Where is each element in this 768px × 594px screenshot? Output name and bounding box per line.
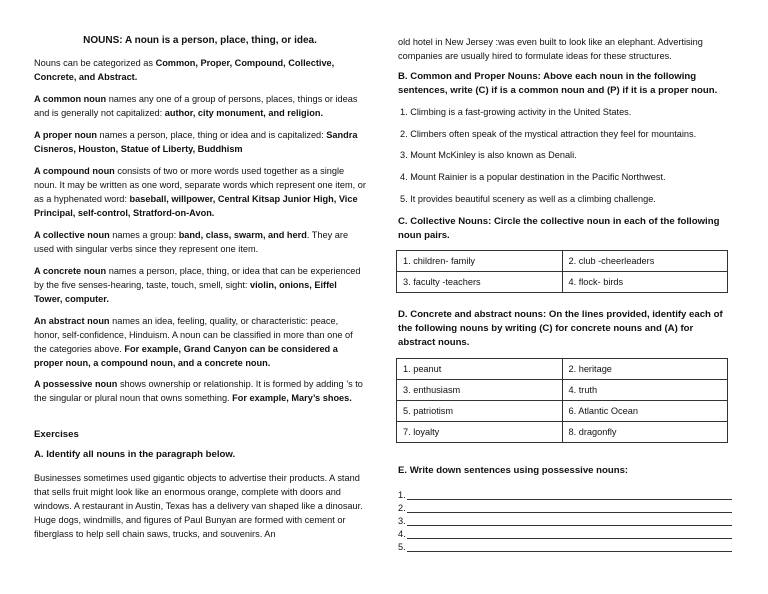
answer-line-number: 4.	[398, 529, 406, 539]
table-row	[397, 251, 728, 272]
possessive-noun-text: shows ownership or relationship. It is formed by adding ’s to the singular or plural noun that owns something.	[34, 379, 363, 403]
intro-text: Nouns can be categorized as	[34, 58, 156, 68]
proper-noun-examples: Sandra Cisneros, Houston, Statue of Liberty, Buddhism	[34, 130, 358, 154]
section-b-item: 2. Climbers often speak of the mystical attraction they feel for mountains.	[400, 129, 697, 139]
concrete-noun-definition	[34, 264, 366, 306]
compound-noun-term: A compound noun	[34, 166, 115, 176]
table-row	[397, 272, 728, 293]
table-row	[397, 401, 728, 422]
table-cell: 8. dragonfly	[562, 422, 728, 443]
answer-rule	[407, 517, 732, 526]
table-cell: 1. children- family	[397, 251, 563, 272]
compound-noun-definition	[34, 164, 366, 220]
section-d-heading: D. Concrete and abstract nouns: On the lines provided, identify each of the following nouns by writing (C) for concrete nouns and (A) for abstract nouns.	[398, 309, 723, 348]
answer-rule	[407, 530, 732, 539]
table-cell: 4. truth	[562, 380, 728, 401]
proper-noun-term: A proper noun	[34, 130, 97, 140]
collective-noun-examples: band, class, swarm, and herd	[178, 230, 307, 240]
table-row	[397, 422, 728, 443]
intro-paragraph	[34, 56, 366, 84]
table-cell: 3. enthusiasm	[397, 380, 563, 401]
table-cell: 3. faculty -teachers	[397, 272, 563, 293]
exercise-paragraph-continued: old hotel in New Jersey :was even built to look like an elephant. Advertising companies are usually hired to formulate ideas for these structures.	[398, 37, 703, 61]
answer-rule	[407, 491, 732, 500]
page-title: NOUNS: A noun is a person, place, thing, or idea.	[83, 35, 317, 46]
answer-line[interactable]	[398, 490, 732, 500]
intro-categories: Common, Proper, Compound, Collective, Concrete, and Abstract.	[34, 58, 335, 82]
abstract-noun-examples: For example, Grand Canyon can be considered a proper noun, a compound noun, and a concrete noun.	[34, 344, 338, 368]
collective-noun-tail: . They are used with singular verbs since they represent one item.	[34, 230, 349, 254]
common-noun-term: A common noun	[34, 94, 107, 104]
section-b-item: 5. It provides beautiful scenery as well as a climbing challenge.	[400, 194, 656, 204]
compound-noun-examples: baseball, willpower, Central Kitsap Junior High, Vice Principal, self-control, Stratford-on-Avon.	[34, 194, 358, 218]
section-e-heading: E. Write down sentences using possessive nouns:	[398, 465, 629, 476]
proper-noun-definition	[34, 128, 366, 156]
common-noun-definition	[34, 92, 366, 120]
abstract-noun-term: An abstract noun	[34, 316, 110, 326]
answer-line-number: 2.	[398, 503, 406, 513]
table-cell: 7. loyalty	[397, 422, 563, 443]
exercise-paragraph: Businesses sometimes used gigantic objects to advertise their products. A stand that sells fruit might look like an enormous orange, complete with doors and windows. A restaurant in Austin, Texas has a delivery van shaped like a dinosaur. Huge dogs, windmills, and figures of Paul Bunyan are formed with cement or fiberglass to help sell chain saws, trucks, and souvenirs. An	[34, 473, 363, 539]
table-cell: 1. peanut	[397, 359, 563, 380]
table-cell: 6. Atlantic Ocean	[562, 401, 728, 422]
section-c-heading: C. Collective Nouns: Circle the collective noun in each of the following noun pairs.	[398, 216, 720, 241]
answer-line[interactable]	[398, 542, 732, 552]
answer-line-number: 5.	[398, 542, 406, 552]
collective-nouns-table	[396, 250, 728, 293]
answer-line-number: 1.	[398, 490, 406, 500]
section-b-item: 4. Mount Rainier is a popular destination in the Pacific Northwest.	[400, 172, 666, 182]
answer-line[interactable]	[398, 529, 732, 539]
answer-line[interactable]	[398, 503, 732, 513]
table-row	[397, 359, 728, 380]
concrete-noun-examples: violin, onions, Eiffel Tower, computer.	[34, 280, 337, 304]
answer-rule	[407, 543, 732, 552]
table-cell: 5. patriotism	[397, 401, 563, 422]
abstract-noun-text: names an idea, feeling, quality, or characteristic: peace, honor, self-confidence, Hinduism. A noun can be classified in more than one of the categories above.	[34, 316, 353, 354]
collective-noun-definition	[34, 228, 366, 256]
section-b-item: 1. Climbing is a fast-growing activity in the United States.	[400, 107, 632, 117]
section-b-item: 3. Mount McKinley is also known as Denali.	[400, 150, 577, 160]
answer-line-number: 3.	[398, 516, 406, 526]
table-cell: 2. heritage	[562, 359, 728, 380]
table-cell: 4. flock- birds	[562, 272, 728, 293]
compound-noun-text: consists of two or more words used together as a single noun. It may be written as one word, separate words which represent one item, or as a hyphenated word:	[34, 166, 366, 204]
possessive-noun-term: A possessive noun	[34, 379, 118, 389]
concrete-noun-text: names a person, place, thing, or idea that can be experienced by the five senses-hearing, taste, touch, smell, sight:	[34, 266, 361, 290]
collective-noun-term: A collective noun	[34, 230, 110, 240]
section-a-heading: A. Identify all nouns in the paragraph below.	[34, 449, 236, 460]
common-noun-text: names any one of a group of persons, places, things or ideas and is generally not capitalized:	[34, 94, 358, 118]
common-noun-examples: author, city monument, and religion.	[164, 108, 323, 118]
answer-rule	[407, 504, 732, 513]
exercises-heading: Exercises	[34, 429, 79, 440]
section-b-heading: B. Common and Proper Nouns: Above each noun in the following sentences, write (C) if is a common noun and (P) if it is a proper noun.	[398, 71, 718, 96]
possessive-noun-examples: For example, Mary’s shoes.	[232, 393, 352, 403]
concrete-abstract-table	[396, 358, 728, 443]
answer-line[interactable]	[398, 516, 732, 526]
concrete-noun-term: A concrete noun	[34, 266, 107, 276]
table-cell: 2. club -cheerleaders	[562, 251, 728, 272]
abstract-noun-definition	[34, 314, 366, 370]
table-row	[397, 380, 728, 401]
possessive-noun-definition	[34, 377, 366, 405]
collective-noun-text: names a group:	[109, 230, 179, 240]
proper-noun-text: names a person, place, thing or idea and is capitalized:	[96, 130, 327, 140]
